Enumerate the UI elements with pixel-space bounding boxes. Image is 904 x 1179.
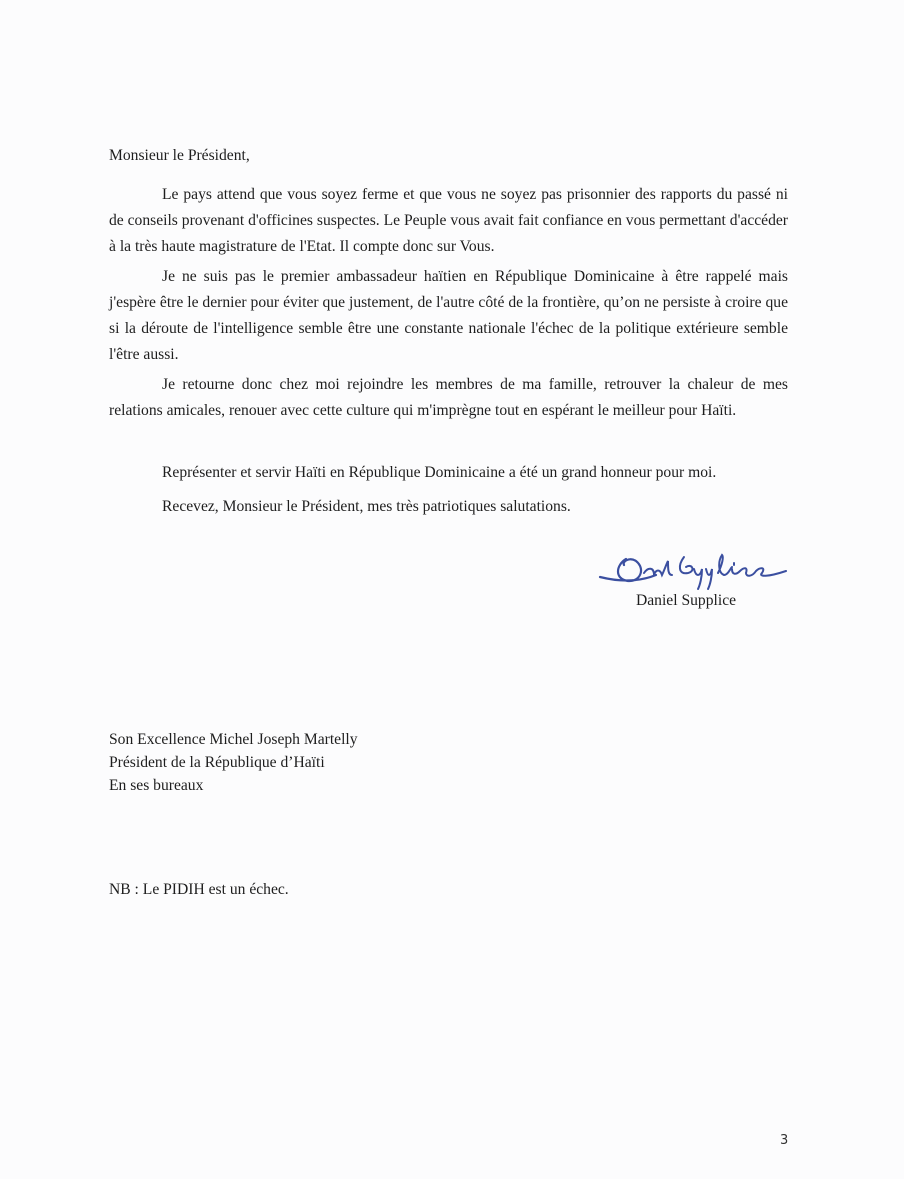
recipient-line: En ses bureaux <box>109 777 204 794</box>
recipient-line: Son Excellence Michel Joseph Martelly <box>109 731 358 748</box>
signature-image <box>596 551 792 591</box>
recipient-block <box>109 728 358 797</box>
page-number: 3 <box>780 1133 789 1148</box>
salutation: Monsieur le Président, <box>109 147 250 164</box>
paragraph-4: Représenter et servir Haïti en République Dominicaine a été un grand honneur pour moi. <box>162 464 717 481</box>
footnote: NB : Le PIDIH est un échec. <box>109 881 289 898</box>
closing: Recevez, Monsieur le Président, mes très patriotiques salutations. <box>162 498 571 515</box>
signatory-name: Daniel Supplice <box>636 592 737 609</box>
paragraph-2: Je ne suis pas le premier ambassadeur haïtien en République Dominicaine à être rappelé mais j'espère être le dernier pour éviter que justement, de l'autre côté de la frontière, qu’on ne persiste à croire que si la déroute de l'intelligence semble être une constante nationale l'échec de la politique extérieure semble l'être aussi. <box>109 268 788 363</box>
paragraph-3: Je retourne donc chez moi rejoindre les membres de ma famille, retrouver la chaleur de mes relations amicales, renouer avec cette culture qui m'imprègne tout en espérant le meilleur pour Haïti. <box>109 376 788 419</box>
paragraph-1: Le pays attend que vous soyez ferme et que vous ne soyez pas prisonnier des rapports du passé ni de conseils provenant d'officines suspectes. Le Peuple vous avait fait confiance en vous permettant d'accéder à la très haute magistrature de l'Etat. Il compte donc sur Vous. <box>109 186 788 255</box>
recipient-line: Président de la République d’Haïti <box>109 754 325 771</box>
